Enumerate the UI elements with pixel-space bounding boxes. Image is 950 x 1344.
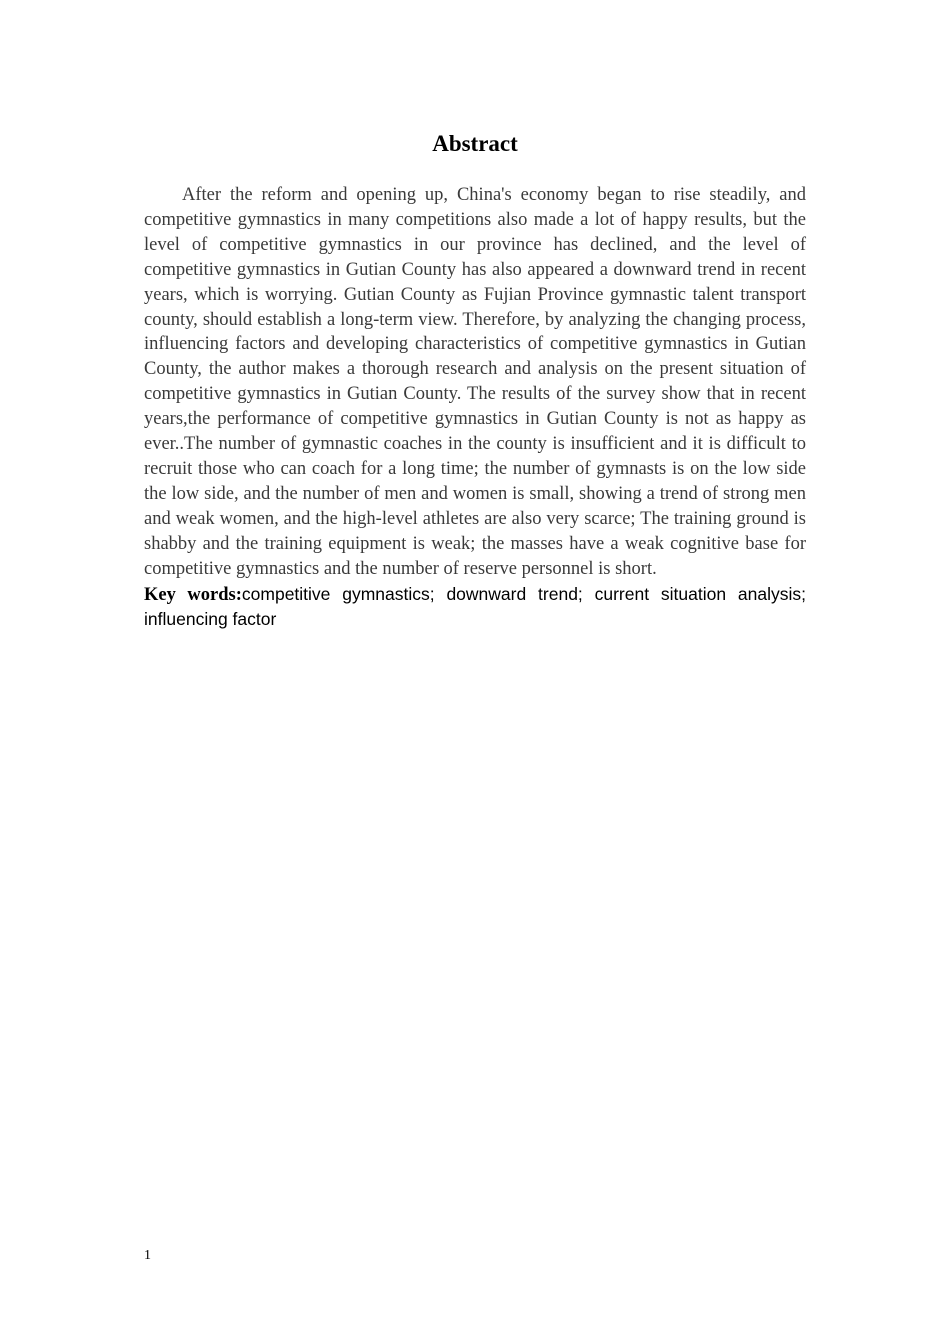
abstract-section <box>144 128 806 633</box>
abstract-title: Abstract <box>432 131 518 156</box>
abstract-body: After the reform and opening up, China's economy began to rise steadily, and competitive gymnastics in many competitions also made a lot of happy results, but the level of competitive gymnastics in our province has declined, and the level of competitive gymnastics in Gutian County has also appeared a downward trend in recent years, which is worrying. Gutian County as Fujian Province gymnastic talent transport county, should establish a long-term view. Therefore, by analyzing the changing process, influencing factors and developing characteristics of competitive gymnastics in Gutian County, the author makes a thorough research and analysis on the present situation of competitive gymnastics in Gutian County. The results of the survey show that in recent years,the performance of competitive gymnastics in Gutian County is not as happy as ever..The number of gymnastic coaches in the county is insufficient and it is difficult to recruit those who can coach for a long time; the number of gymnasts is on the low side the low side, and the number of men and women is small, showing a trend of strong men and weak women, and the high-level athletes are also very scarce; The training ground is shabby and the training equipment is weak; the masses have a weak cognitive base for competitive gymnastics and the number of reserve personnel is short. <box>144 185 806 579</box>
page-number: 1 <box>144 1248 151 1263</box>
keywords-text: competitive gymnastics; downward trend; current situation analysis; influencing factor <box>144 583 806 630</box>
keywords-label: Key words: <box>144 584 242 605</box>
keywords-line <box>144 582 806 634</box>
